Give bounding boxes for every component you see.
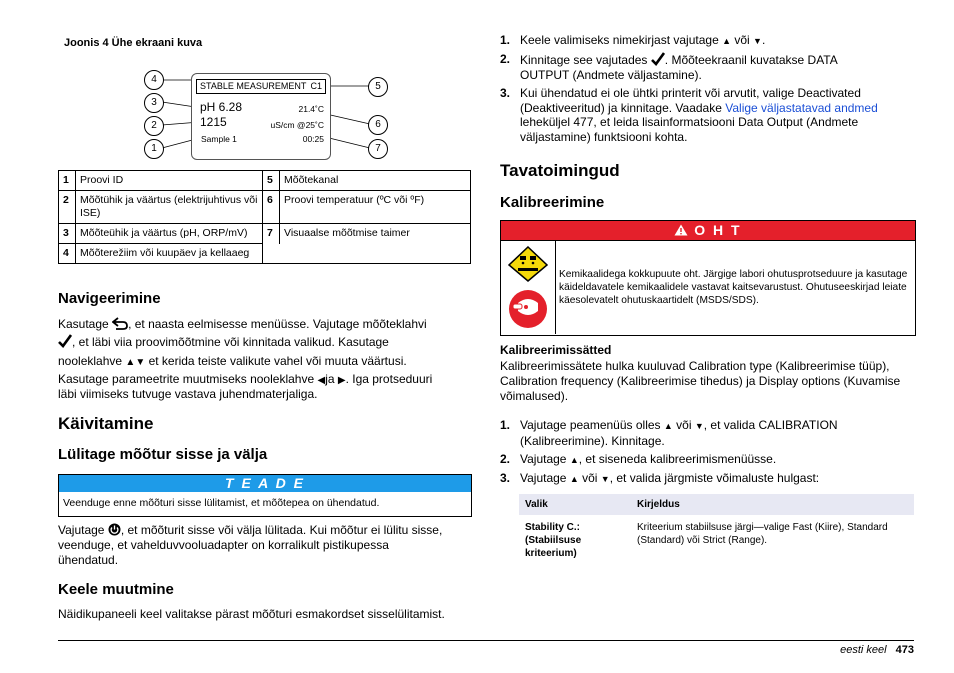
footer-rule <box>58 640 914 641</box>
callout-5: 5 <box>368 77 388 97</box>
list-item: 1. Vajutage peamenüüs olles ▲ või ▼, et valida CALIBRATION (Kalibreerimine). Kinnitage. <box>500 418 838 448</box>
column-header: Kirjeldus <box>631 494 914 515</box>
calibration-settings-text: Kalibreerimissätete hulka kuuluvad Calibration type (Kalibreerimise tüüp), Calibration frequency (Kalibreerimise tihedus) ja Display options (Kuvamise võimalused). <box>500 359 901 403</box>
calibration-settings-title: Kalibreerimissätted <box>500 343 612 357</box>
legend-text: Visuaalse mõõtmise taimer <box>280 224 471 244</box>
options-table <box>519 494 914 566</box>
notice-text: Veenduge enne mõõturi sisse lülitamist, et mõõtepea on ühendatud. <box>63 497 380 509</box>
legend-num: 7 <box>263 224 280 244</box>
option-description: Kriteerium stabiilsuse järgi—valige Fast (Kiire), Standard (Standard) või Strict (Range). <box>637 522 888 546</box>
column-header: Valik <box>519 494 631 515</box>
right-arrow-icon: ▶ <box>337 375 346 386</box>
screen-unit: uS/cm @25˚C <box>270 120 324 130</box>
notice-header: T E A D E <box>59 475 471 492</box>
footer <box>840 644 914 656</box>
power-icon <box>108 523 121 536</box>
corrosive-icon <box>508 246 548 282</box>
subsection-calibration-title: Kalibreerimine <box>500 194 605 211</box>
legend-text: Mõõtühik ja väärtus (elektrijuhtivus või ISE) <box>76 191 263 224</box>
down-arrow-icon: ▼ <box>135 357 146 368</box>
screen-temp: 21.4˚C <box>298 104 324 114</box>
up-arrow-icon: ▲ <box>663 421 673 431</box>
legend-empty <box>263 244 471 264</box>
protective-gear-icon <box>508 289 548 329</box>
section-start-title: Käivitamine <box>58 414 154 433</box>
section-routine-title: Tavatoimingud <box>500 161 620 180</box>
legend-text: Mõõterežiim või kuupäev ja kellaaeg <box>76 244 263 264</box>
callout-4: 4 <box>144 70 164 90</box>
footer-language: eesti keel <box>840 644 887 656</box>
callout-7: 7 <box>368 139 388 159</box>
callout-6: 6 <box>368 115 388 135</box>
up-arrow-icon: ▲ <box>722 36 732 46</box>
link-select-output-data[interactable]: Valige väljastatavad andmed <box>725 100 878 115</box>
language-text: Näidikupaneeli keel valitakse pärast mõõturi esmakordset sisselülitamist. <box>58 607 445 621</box>
back-icon <box>112 317 128 330</box>
page-number: 473 <box>895 644 914 656</box>
callout-1: 1 <box>144 139 164 159</box>
legend-num: 1 <box>59 171 76 191</box>
option-name: Stability C.: (Stabiilsuse kriteerium) <box>525 522 582 559</box>
language-steps <box>500 33 920 148</box>
warning-text: Kemikaalidega kokkupuute oht. Järgige labori ohutusprotseduure ja kasutage käideldavatele kemikaalidele vastavat kaitsevarustust. Ohutuseeskirjad leiate käesolevatelt ohutuskaartidelt (MSDS/SDS). <box>559 269 908 306</box>
screen-value2: 1215 <box>200 115 227 129</box>
figure-legend-table <box>58 170 471 264</box>
section-navigation-title: Navigeerimine <box>58 290 161 307</box>
down-arrow-icon: ▼ <box>694 421 704 431</box>
legend-num: 2 <box>59 191 76 224</box>
screen-value1: pH 6.28 <box>200 100 243 114</box>
legend-num: 6 <box>263 191 280 224</box>
checkmark-icon <box>651 52 665 66</box>
legend-text: Proovi temperatuur (ºC või ºF) <box>280 191 471 224</box>
list-item: 2. Kinnitage see vajutades . Mõõteekraanil kuvatakse DATA OUTPUT (Andmete väljastamine). <box>500 52 838 82</box>
screen-timer: 00:25 <box>302 134 324 144</box>
power-text: Vajutage , et mõõturit sisse või välja lülitada. Kui mõõtur ei lülitu sisse, veenduge, et vahelduvvooluadapter on korralikult pistikupessa ühendatud. <box>58 523 443 567</box>
table-row <box>59 171 471 191</box>
warning-header: O H T <box>501 221 915 241</box>
meter-screen <box>191 73 331 160</box>
warning-triangle-icon <box>674 222 688 241</box>
legend-num: 5 <box>263 171 280 191</box>
up-arrow-icon: ▲ <box>125 357 136 368</box>
screen-status-bar <box>196 79 326 94</box>
figure-title: Joonis 4 Ühe ekraani kuva <box>64 37 203 49</box>
table-row <box>519 515 914 566</box>
legend-num: 4 <box>59 244 76 264</box>
warning-icon-column <box>501 241 556 334</box>
navigation-text: Kasutage , et naasta eelmisesse menüüsse. Vajutage mõõteklahvi , et läbi viia proovimõõtmine või kinnitada valikud. Kasutage nooleklahve ▲▼ et kerida teiste valikute vahel või muuta väärtusi. Kasutage parameetrite muutmiseks nooleklahve ◀ja ▶. Iga protseduuri läbi viimiseks tutvuge vastava juhendmaterjaliga. <box>58 317 433 401</box>
callout-2: 2 <box>144 116 164 136</box>
list-item: 1. Keele valimiseks nimekirjast vajutage ▲ või ▼. <box>500 33 766 47</box>
list-item: 3. Kui ühendatud ei ole ühtki printerit või arvutit, valige Deactivated (Deaktiveeritud) ja kinnitage. Vaadake Valige väljastatavad andmed leheküljel 477, et leida lisainformatsiooni Data Output (Andmete väljastamine) funktsiooni kohta. <box>500 86 878 144</box>
screen-channel: C1 <box>310 81 322 91</box>
list-item: 3. Vajutage ▲ või ▼, et valida järgmiste võimaluste hulgast: <box>500 471 820 485</box>
calibration-steps <box>500 418 920 488</box>
table-row <box>59 191 471 224</box>
legend-text: Proovi ID <box>76 171 263 191</box>
notice-box <box>58 474 472 517</box>
left-arrow-icon: ◀ <box>317 375 326 386</box>
list-item: 2. Vajutage ▲, et siseneda kalibreerimismenüüsse. <box>500 452 777 466</box>
legend-text: Mõõtekanal <box>280 171 471 191</box>
down-arrow-icon: ▼ <box>753 36 762 46</box>
legend-num: 3 <box>59 224 76 244</box>
up-arrow-icon: ▲ <box>569 474 579 484</box>
screen-sample-id: Sample 1 <box>201 134 237 144</box>
subsection-language-title: Keele muutmine <box>58 581 174 598</box>
warning-box <box>500 220 916 336</box>
table-row <box>59 244 471 264</box>
subsection-power-title: Lülitage mõõtur sisse ja välja <box>58 446 268 463</box>
screen-status-text: STABLE MEASUREMENT <box>200 81 307 91</box>
figure-display-diagram <box>140 62 390 164</box>
table-header-row <box>519 494 914 515</box>
legend-text: Mõõteühik ja väärtus (pH, ORP/mV) <box>76 224 263 244</box>
table-row <box>59 224 471 244</box>
callout-3: 3 <box>144 93 164 113</box>
up-arrow-icon: ▲ <box>569 455 579 465</box>
checkmark-icon <box>58 334 72 348</box>
down-arrow-icon: ▼ <box>600 474 610 484</box>
